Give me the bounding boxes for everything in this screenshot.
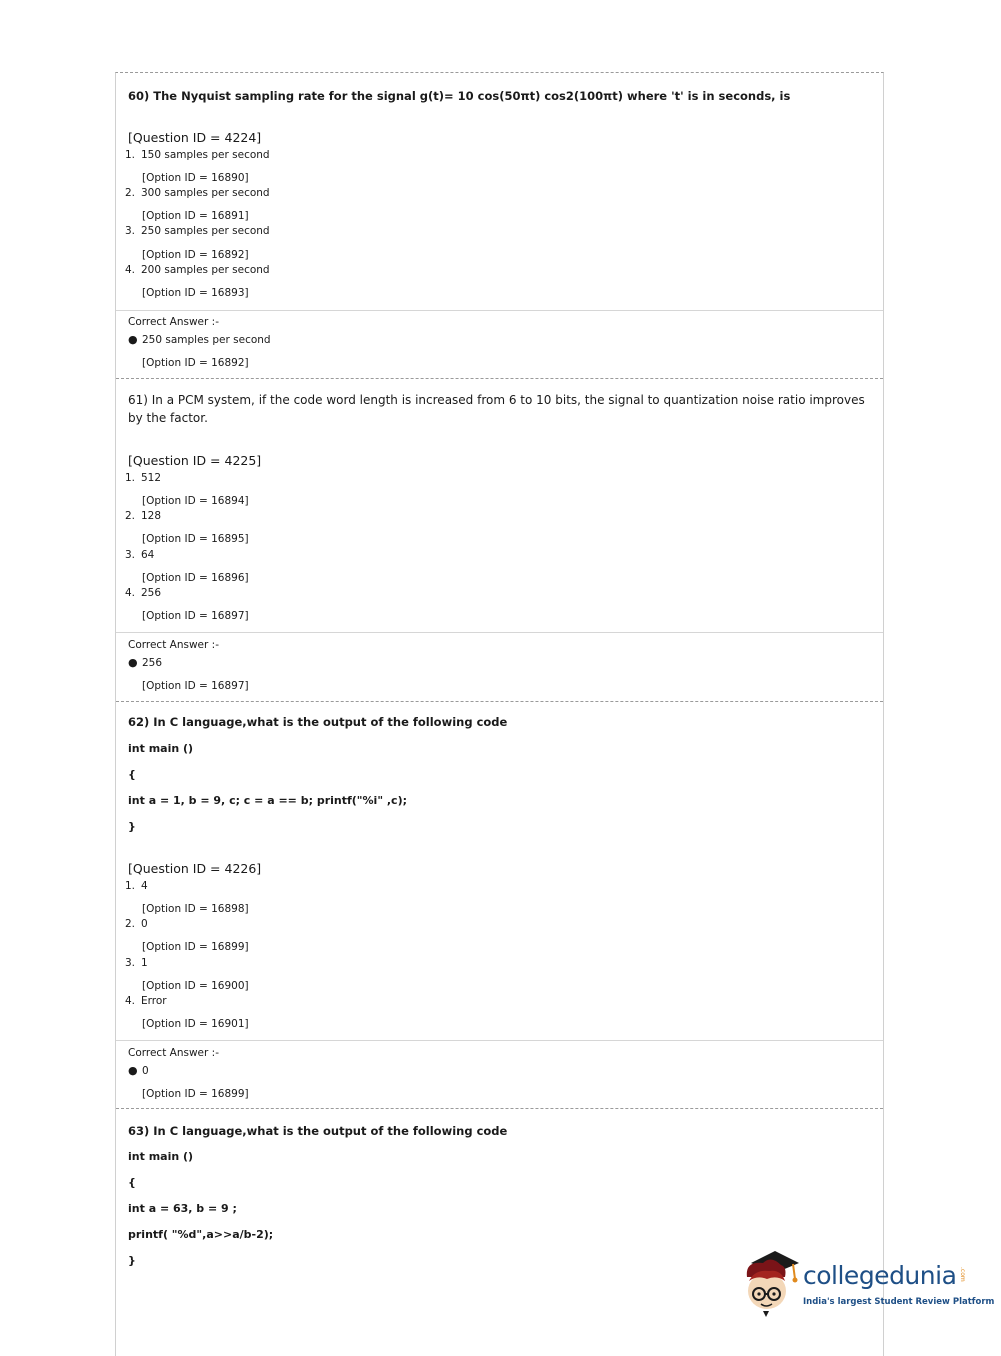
logo-wordmark: collegedunia <box>803 1261 957 1290</box>
option-4: 4. 200 samples per second <box>125 264 270 276</box>
option-2: 2. 0 <box>125 918 148 930</box>
logo-suffix: .com <box>959 1267 966 1282</box>
question-id: [Question ID = 4226] <box>128 861 262 876</box>
code-line: } <box>128 1254 136 1267</box>
bullet-icon: ● <box>128 1064 138 1077</box>
code-line: int a = 63, b = 9 ; <box>128 1202 237 1215</box>
bullet-icon: ● <box>128 656 138 669</box>
correct-option-id: [Option ID = 16892] <box>142 357 249 369</box>
option-id: [Option ID = 16894] <box>142 495 249 507</box>
option-id: [Option ID = 16890] <box>142 172 249 184</box>
option-id: [Option ID = 16900] <box>142 980 249 992</box>
option-1: 1. 512 <box>125 472 162 484</box>
option-1: 1. 150 samples per second <box>125 149 270 161</box>
question-separator <box>116 378 883 379</box>
question-separator <box>116 701 883 702</box>
option-id: [Option ID = 16901] <box>142 1018 249 1030</box>
mascot-icon <box>741 1247 803 1319</box>
divider <box>116 1040 883 1041</box>
code-line: printf( "%d",a>>a/b-2); <box>128 1228 274 1241</box>
option-id: [Option ID = 16896] <box>142 572 249 584</box>
correct-answer-label: Correct Answer :- <box>128 639 219 651</box>
divider <box>116 310 883 311</box>
option-id: [Option ID = 16891] <box>142 210 249 222</box>
question-title: 60) The Nyquist sampling rate for the signal g(t)= 10 cos(50πt) cos2(100πt) where 't' is in seconds, is <box>128 89 791 103</box>
question-id: [Question ID = 4224] <box>128 130 262 145</box>
option-id: [Option ID = 16895] <box>142 533 249 545</box>
correct-option-id: [Option ID = 16899] <box>142 1088 249 1100</box>
correct-answer-label: Correct Answer :- <box>128 316 219 328</box>
code-line: { <box>128 768 136 781</box>
correct-answer: ● 0 <box>128 1064 149 1077</box>
option-1: 1. 4 <box>125 880 148 892</box>
logo-tagline: India's largest Student Review Platform <box>803 1297 995 1307</box>
question-title: 63) In C language,what is the output of the following code <box>128 1124 508 1138</box>
option-id: [Option ID = 16897] <box>142 610 249 622</box>
code-line: int main () <box>128 742 194 755</box>
code-line: } <box>128 820 136 833</box>
bullet-icon: ● <box>128 333 138 346</box>
code-line: int a = 1, b = 9, c; c = a == b; printf("%i" ,c); <box>128 794 408 807</box>
option-3: 3. 64 <box>125 549 155 561</box>
correct-option-id: [Option ID = 16897] <box>142 680 249 692</box>
option-id: [Option ID = 16899] <box>142 941 249 953</box>
correct-answer: ● 256 <box>128 656 163 669</box>
code-line: int main () <box>128 1150 194 1163</box>
option-id: [Option ID = 16892] <box>142 249 249 261</box>
collegedunia-logo <box>741 1247 995 1319</box>
divider <box>116 632 883 633</box>
question-title: 61) In a PCM system, if the code word length is increased from 6 to 10 bits, the signal to quantization noise ratio improves by the factor. <box>128 393 865 425</box>
option-2: 2. 300 samples per second <box>125 187 270 199</box>
question-id: [Question ID = 4225] <box>128 453 262 468</box>
exam-page <box>115 72 884 1356</box>
question-separator <box>116 1108 883 1109</box>
option-3: 3. 1 <box>125 957 148 969</box>
correct-answer: ● 250 samples per second <box>128 333 271 346</box>
option-4: 4. 256 <box>125 587 162 599</box>
option-3: 3. 250 samples per second <box>125 225 270 237</box>
option-id: [Option ID = 16893] <box>142 287 249 299</box>
option-id: [Option ID = 16898] <box>142 903 249 915</box>
code-line: { <box>128 1176 136 1189</box>
option-2: 2. 128 <box>125 510 162 522</box>
option-4: 4. Error <box>125 995 167 1007</box>
correct-answer-label: Correct Answer :- <box>128 1047 219 1059</box>
question-title: 62) In C language,what is the output of the following code <box>128 715 508 729</box>
